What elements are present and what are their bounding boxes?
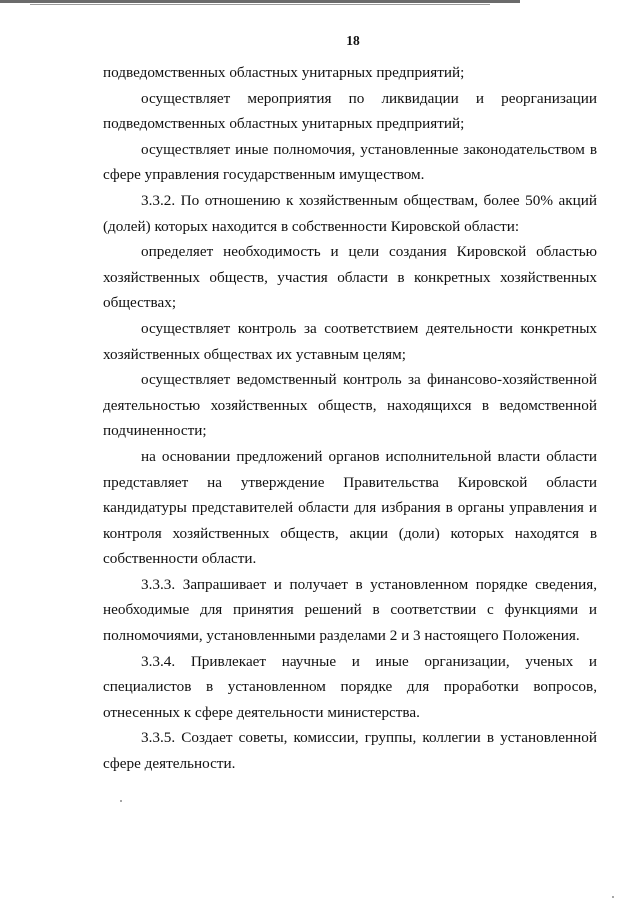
document-body (103, 60, 597, 777)
page-number: 18 (346, 33, 360, 48)
top-scan-rule (0, 0, 520, 3)
top-scan-rule-thin (30, 4, 490, 5)
scan-speck (612, 896, 614, 898)
paragraph: на основании предложений органов исполнительной власти области представляет на утверждение Правительства Кировской области кандидатуры представителей области для избрания в органы управления и контроля хозяйственных обществ, акции (доли) которых находятся в собственности области. (103, 447, 597, 568)
paragraph: определяет необходимость и цели создания Кировской областью хозяйственных обществ, участия области в конкретных хозяйственных обществах; (103, 243, 597, 312)
paragraph: подведомственных областных унитарных предприятий; (103, 64, 465, 81)
paragraph: осуществляет ведомственный контроль за финансово-хозяйственной деятельностью хозяйственных обществ, находящихся в ведомственной подчиненности; (103, 371, 597, 440)
paragraph: 3.3.2. По отношению к хозяйственным обществам, более 50% акций (долей) которых находится в собственности Кировской области: (103, 191, 597, 235)
paragraph: осуществляет мероприятия по ликвидации и реорганизации подведомственных областных унитарных предприятий; (103, 89, 597, 133)
scan-speck (120, 800, 122, 802)
paragraph: 3.3.3. Запрашивает и получает в установленном порядке сведения, необходимые для принятия решений в соответствии с функциями и полномочиями, установленными разделами 2 и 3 настоящего Положения. (103, 575, 597, 645)
paragraph: осуществляет контроль за соответствием деятельности конкретных хозяйственных обществах их уставным целям; (103, 319, 597, 363)
paragraph: 3.3.4. Привлекает научные и иные организации, ученых и специалистов в установленном порядке для проработки вопросов, отнесенных к сфере деятельности министерства. (103, 652, 597, 721)
paragraph: 3.3.5. Создает советы, комиссии, группы, коллегии в установленной сфере деятельности. (103, 729, 597, 773)
paragraph: осуществляет иные полномочия, установленные законодательством в сфере управления государственным имуществом. (103, 140, 597, 184)
